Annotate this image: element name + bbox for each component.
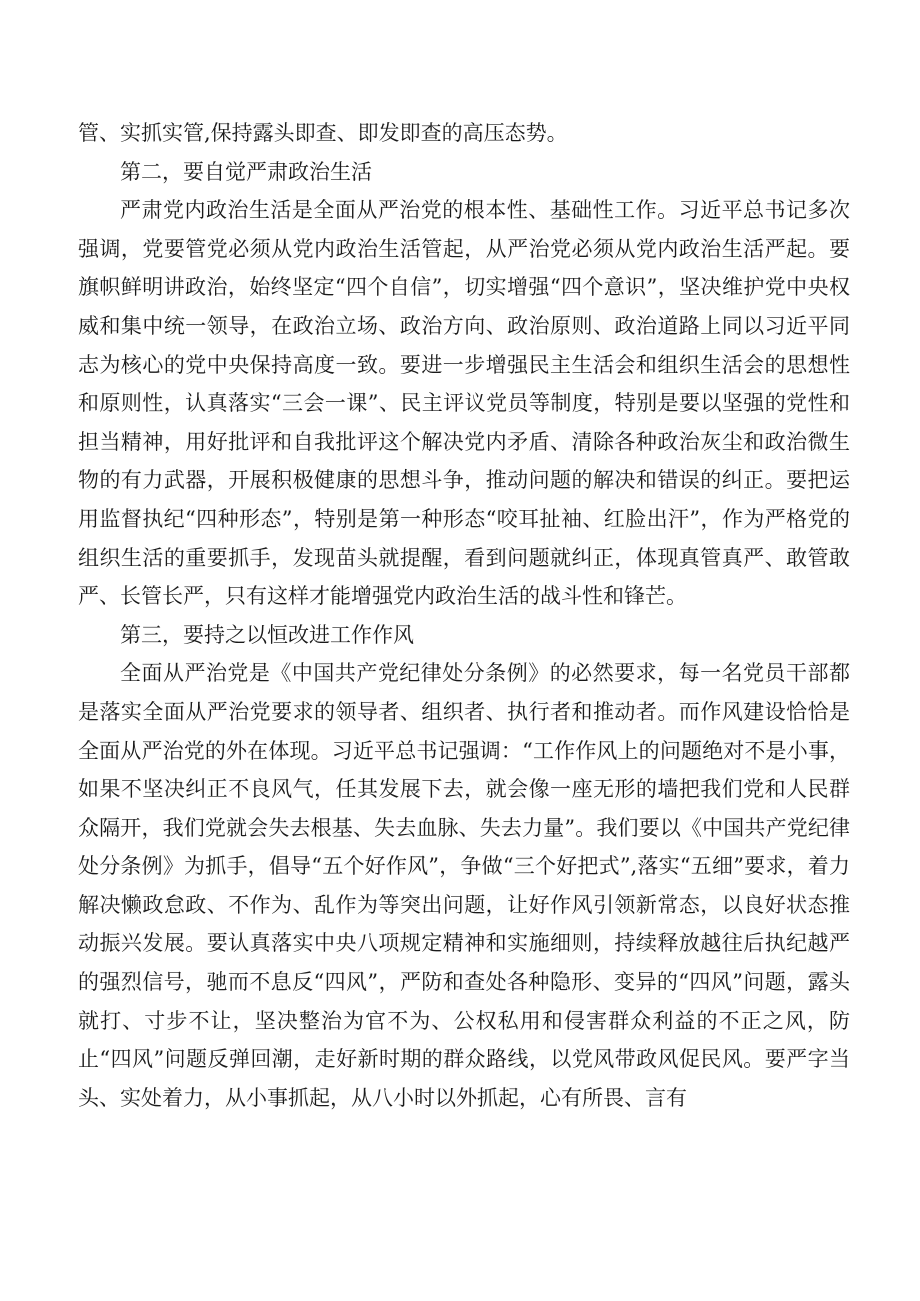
section-heading-second: 第二，要自觉严肃政治生活	[120, 159, 372, 184]
paragraph-continued: 管、实抓实管,保持露头即查、即发即查的高压态势。	[78, 121, 568, 145]
document-page	[78, 114, 850, 1117]
paragraph-political-life: 严肃党内政治生活是全面从严治党的根本性、基础性工作。习近平总书记多次强调，党要管党必须从党内政治生活管起，从严治党必须从党内政治生活严起。要旗帜鲜明讲政治，始终坚定“四个自信”，切实增强“四个意识”，坚决维护党中央权威和集中统一领导，在政治立场、政治方向、政治原则、政治道路上同以习近平同志为核心的党中央保持高度一致。要进一步增强民主生活会和组织生活会的思想性和原则性，认真落实“三会一课”、民主评议党员等制度，特别是要以坚强的党性和担当精神，用好批评和自我批评这个解决党内矛盾、清除各种政治灰尘和政治微生物的有力武器，开展积极健康的思想斗争，推动问题的解决和错误的纠正。要把运用监督执纪“四种形态”，特别是第一种形态“咬耳扯袖、红脸出汗”，作为严格党的组织生活的重要抓手，发现苗头就提醒，看到问题就纠正，体现真管真严、敢管敢严、长管长严，只有这样才能增强党内政治生活的战斗性和锋芒。	[78, 198, 850, 609]
section-heading-third: 第三，要持之以恒改进工作作风	[120, 622, 414, 647]
paragraph-work-style: 全面从严治党是《中国共产党纪律处分条例》的必然要求，每一名党员干部都是落实全面从严治党要求的领导者、组织者、执行者和推动者。而作风建设恰恰是全面从严治党的外在体现。习近平总书记强调：“工作作风上的问题绝对不是小事，如果不坚决纠正不良风气，任其发展下去，就会像一座无形的墙把我们党和人民群众隔开，我们党就会失去根基、失去血脉、失去力量”。我们要以《中国共产党纪律处分条例》为抓手，倡导“五个好作风”，争做“三个好把式”,落实“五细”要求，着力解决懒政怠政、不作为、乱作为等突出问题，让好作风引领新常态，以良好状态推动振兴发展。要认真落实中央八项规定精神和实施细则，持续释放越往后执纪越严的强烈信号，驰而不息反“四风”，严防和查处各种隐形、变异的“四风”问题，露头就打、寸步不让，坚决整治为官不为、公权私用和侵害群众利益的不正之风，防止“四风”问题反弹回潮，走好新时期的群众路线，以党风带政风促民风。要严字当头、实处着力，从小事抓起，从八小时以外抓起，心有所畏、言有	[78, 661, 850, 1110]
